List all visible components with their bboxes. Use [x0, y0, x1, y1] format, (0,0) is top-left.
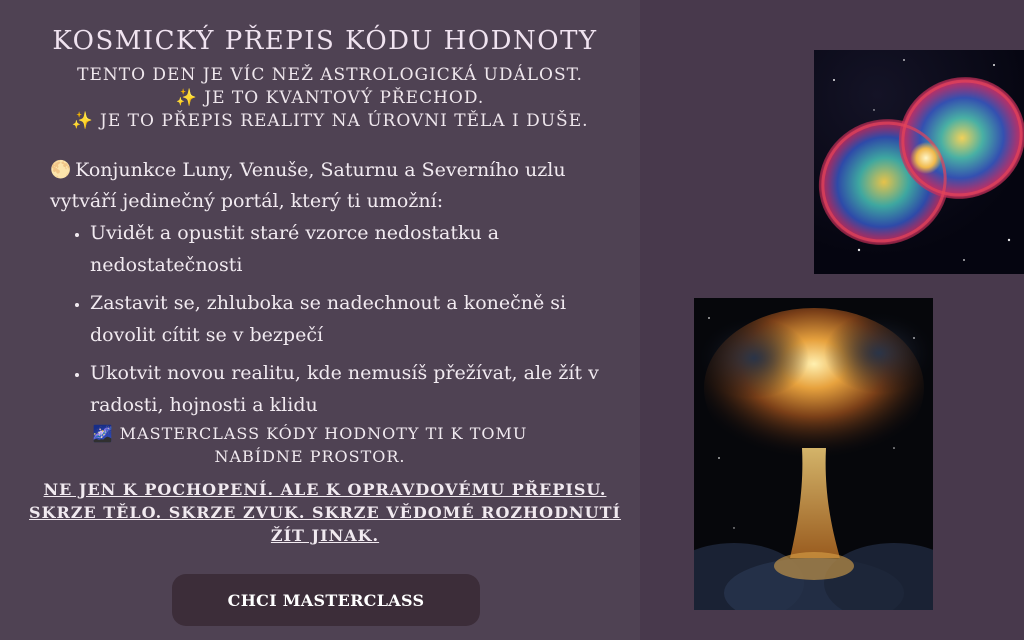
moon-icon: 🌕 [50, 160, 72, 180]
intro-line-3: ✨ JE TO PŘEPIS REALITY NA ÚROVNI TĚLA I DUŠE. [71, 111, 589, 131]
list-item: • Uvidět a opustit staré vzorce nedostatku a nedostatečnosti [90, 217, 620, 281]
masterclass-button[interactable]: CHCI MASTERCLASS [172, 574, 480, 626]
list-item: • Ukotvit novou realitu, kde nemusíš přežívat, ale žít v radosti, hojnosti a klidu [90, 357, 620, 421]
milky-way-icon: 🌌 [92, 424, 114, 443]
offer-text: 🌌 MASTERCLASS KÓDY HODNOTY TI K TOMU NABÍDNE PROSTOR. [92, 424, 528, 466]
lead-text: Konjunkce Luny, Venuše, Saturnu a Severního uzlu vytváří jedinečný portál, který ti umožní: [50, 159, 566, 212]
list-item: • Zastavit se, zhluboka se nadechnout a konečně si dovolit cítit se v bezpečí [90, 287, 620, 351]
cosmic-explosion-image [694, 298, 933, 610]
intro-block [20, 64, 640, 133]
sparkle-icon: ✨ [175, 88, 198, 108]
intro-line-1: TENTO DEN JE VÍC NEŽ ASTROLOGICKÁ UDÁLOST. [77, 65, 583, 85]
sparkle-icon: ✨ [71, 111, 94, 131]
page-title: KOSMICKÝ PŘEPIS KÓDU HODNOTY [52, 26, 598, 56]
benefits-list [68, 217, 620, 427]
lead-paragraph [50, 155, 610, 217]
intro-line-2: ✨ JE TO KVANTOVÝ PŘECHOD. [175, 88, 485, 108]
emphasis-text: NE JEN K POCHOPENÍ. ALE K OPRAVDOVÉMU PŘEPISU. SKRZE TĚLO. SKRZE ZVUK. SKRZE VĚDOMÉ ROZHODNUTÍ ŽÍT JINAK. [29, 480, 621, 545]
nebula-image [814, 50, 1024, 274]
